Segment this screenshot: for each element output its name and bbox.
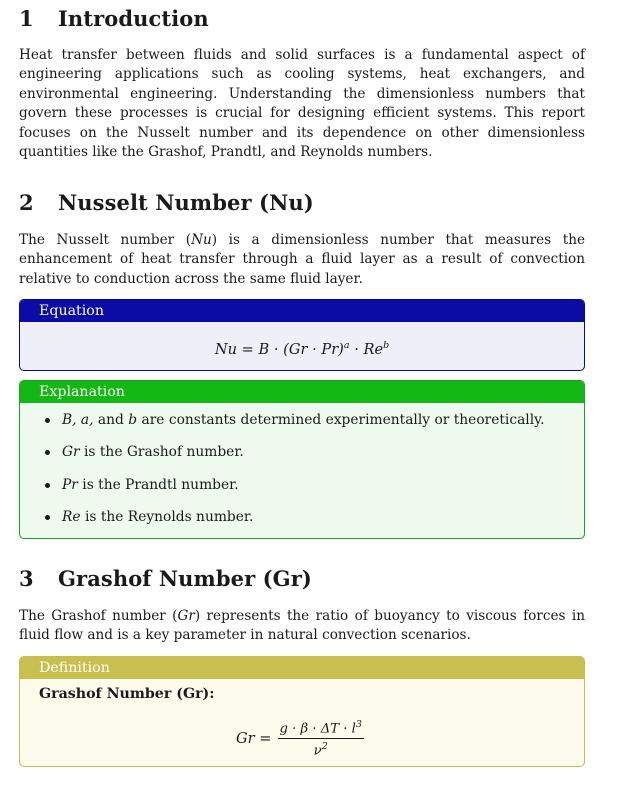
- paragraph-text: ) is a dimensionless number that measures the enhancement of heat transfer through a fluid layer as a result of convection relative to conduction across the same fluid layer.: [19, 232, 585, 287]
- section-title: Nusselt Number (Nu): [58, 190, 314, 215]
- denominator-exponent: 2: [321, 741, 328, 753]
- math-symbol: Gr: [62, 444, 80, 460]
- equation-re: Re: [363, 340, 384, 358]
- section-number: 1: [19, 6, 34, 31]
- definition-box-title: Definition: [20, 657, 584, 679]
- fraction-numerator: [278, 719, 364, 739]
- math-symbol: Gr: [177, 608, 195, 624]
- paragraph-text: The Grashof number (: [19, 608, 178, 624]
- introduction-paragraph: Heat transfer between fluids and solid surfaces is a fundamental aspect of engineering applications such as cooling systems, heat exchangers, and environmental engineering. Understanding the dimensionless numbers that govern these processes is crucial for designing efficient systems. This report focuses on the Nusselt number and its dependence on other dimensionless quantities like the Grashof, Prandtl, and Reynolds numbers.: [19, 47, 585, 161]
- item-text: is the Grashof number.: [79, 444, 244, 460]
- definition-box: [19, 656, 585, 767]
- explanation-box: [19, 380, 585, 539]
- math-symbol: Re: [62, 509, 81, 525]
- section-title: Grashof Number (Gr): [58, 566, 312, 591]
- explanation-box-title: Explanation: [20, 381, 584, 403]
- list-item: [62, 444, 244, 460]
- numerator-exponent: 3: [355, 719, 362, 730]
- nusselt-equation: $Nu = B \cdot (Gr \cdot Pr)^a \cdot Re^b$: [214, 340, 390, 358]
- fraction: [278, 719, 364, 759]
- section-number: 3: [19, 566, 34, 591]
- list-item: [62, 509, 253, 525]
- nusselt-paragraph: [19, 231, 585, 289]
- math-symbol: b: [128, 412, 138, 428]
- math-symbol: Nu: [191, 232, 212, 248]
- definition-subtitle: Grashof Number (Gr):: [39, 686, 215, 702]
- bullet-icon: [45, 450, 50, 455]
- equation-box: [19, 299, 585, 371]
- section-heading-grashof: [19, 566, 312, 591]
- math-symbol: B, a,: [62, 412, 94, 428]
- equation-box-title: Equation: [20, 300, 584, 322]
- item-text: and: [93, 412, 129, 428]
- equation-lhs: Nu: [214, 340, 237, 358]
- list-item: [62, 477, 239, 493]
- paragraph-text: The Nusselt number (: [19, 232, 192, 248]
- bullet-icon: [45, 418, 50, 423]
- math-symbol: Pr: [62, 477, 78, 493]
- section-heading-introduction: [19, 6, 209, 31]
- numerator-text: g · β · ΔT · l: [279, 721, 356, 737]
- section-number: 2: [19, 190, 34, 215]
- exponent-a: a: [343, 340, 350, 351]
- fraction-denominator: [314, 739, 328, 758]
- item-text: is the Prandtl number.: [77, 477, 239, 493]
- paragraph-text: ) represents the ratio of buoyancy to viscous forces in fluid flow and is a key parameter in natural convection scenarios.: [19, 608, 586, 644]
- equation-lhs: Gr =: [236, 730, 272, 748]
- grashof-equation: [236, 719, 364, 759]
- list-item: [62, 412, 544, 428]
- section-title: Introduction: [58, 6, 209, 31]
- item-text: is the Reynolds number.: [80, 509, 254, 525]
- equation-rhs: B · (Gr · Pr): [258, 340, 344, 358]
- section-heading-nusselt: [19, 190, 314, 215]
- bullet-icon: [45, 515, 50, 520]
- item-text: are constants determined experimentally or theoretically.: [137, 412, 545, 428]
- grashof-paragraph: [19, 607, 585, 646]
- exponent-b: b: [383, 340, 390, 351]
- denominator-text: ν: [313, 743, 322, 759]
- bullet-icon: [45, 483, 50, 488]
